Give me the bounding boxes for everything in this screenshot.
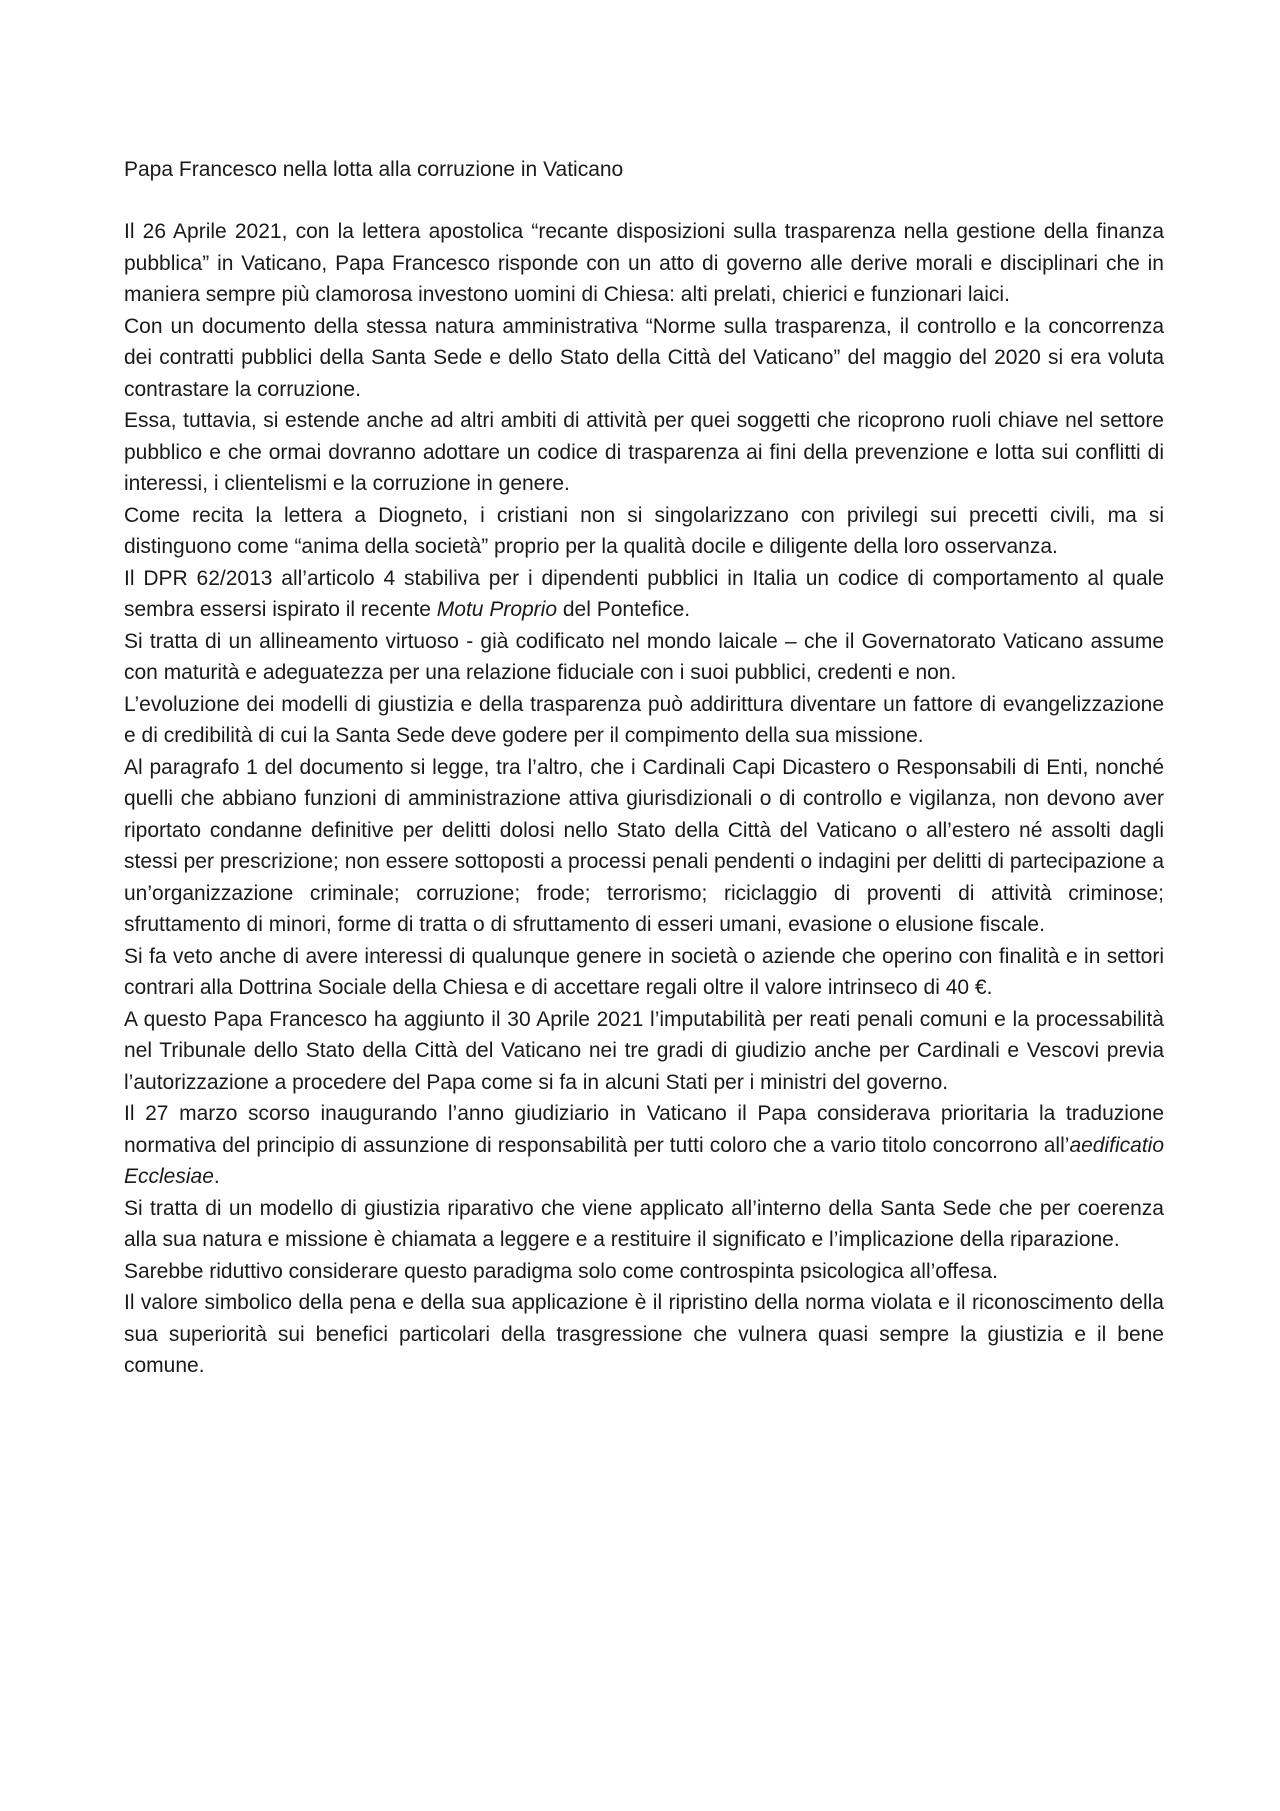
paragraph: Con un documento della stessa natura amministrativa “Norme sulla trasparenza, il controllo e la concorrenza dei contratti pubblici della Santa Sede e dello Stato della Città del Vaticano” del maggio del 2020 si era voluta contrastare la corruzione. bbox=[124, 314, 1164, 401]
paragraph bbox=[124, 1098, 1164, 1193]
italic-term: aedificatio Ecclesiae bbox=[124, 1133, 1164, 1188]
paragraph bbox=[124, 563, 1164, 626]
paragraph: Si tratta di un allineamento virtuoso - già codificato nel mondo laicale – che il Governatorato Vaticano assume con maturità e adeguatezza per una relazione fiduciale con i suoi pubblici, credenti e non. bbox=[124, 629, 1164, 684]
paragraph: L’evoluzione dei modelli di giustizia e della trasparenza può addirittura diventare un fattore di evangelizzazione e di credibilità di cui la Santa Sede deve godere per il compimento della sua missione. bbox=[124, 692, 1164, 747]
paragraph: Al paragrafo 1 del documento si legge, tra l’altro, che i Cardinali Capi Dicastero o Responsabili di Enti, nonché quelli che abbiano funzioni di amministrazione attiva giurisdizionali o di controllo e vigilanza, non devono aver riportato condanne definitive per delitti dolosi nello Stato della Città del Vaticano o all’estero né assolti dagli stessi per prescrizione; non essere sottoposti a processi penali pendenti o indagini per delitti di partecipazione a un’organizzazione criminale; corruzione; frode; terrorismo; riciclaggio di proventi di attività criminose; sfruttamento di minori, forme di tratta o di sfruttamento di esseri umani, evasione o elusione fiscale. bbox=[124, 755, 1164, 936]
paragraph-text: Il 27 marzo scorso inaugurando l’anno giudiziario in Vaticano il Papa considerava prioritaria la traduzione normativa del principio di assunzione di responsabilità per tutti coloro che a vario titolo concorrono all’ bbox=[124, 1102, 1164, 1157]
paragraph: Il valore simbolico della pena e della sua applicazione è il ripristino della norma violata e il riconoscimento della sua superiorità sui benefici particolari della trasgressione che vulnera quasi sempre la giustizia e il bene comune. bbox=[124, 1291, 1164, 1377]
paragraph: Essa, tuttavia, si estende anche ad altri ambiti di attività per quei soggetti che ricoprono ruoli chiave nel settore pubblico e che ormai dovranno adottare un codice di trasparenza ai fini della prevenzione e lotta sui conflitti di interessi, i clientelismi e la corruzione in genere. bbox=[124, 409, 1164, 495]
paragraph: Il 26 Aprile 2021, con la lettera apostolica “recante disposizioni sulla trasparenza nella gestione della finanza pubblica” in Vaticano, Papa Francesco risponde con un atto di governo alle derive morali e disciplinari che in maniera sempre più clamorosa investono uomini di Chiesa: alti prelati, chierici e funzionari laici. bbox=[124, 220, 1164, 306]
paragraph-text: del Pontefice. bbox=[557, 598, 691, 621]
paragraph: A questo Papa Francesco ha aggiunto il 30 Aprile 2021 l’imputabilità per reati penali comuni e la processabilità nel Tribunale dello Stato della Città del Vaticano nei tre gradi di giudizio anche per Cardinali e Vescovi previa l’autorizzazione a procedere del Papa come si fa in alcuni Stati per i ministri del governo. bbox=[124, 1007, 1164, 1094]
italic-term: Motu Proprio bbox=[436, 598, 558, 621]
paragraph: Sarebbe riduttivo considerare questo paradigma solo come controspinta psicologica all’offesa. bbox=[124, 1259, 998, 1283]
paragraph-text: . bbox=[213, 1165, 220, 1188]
paragraph-text: Il DPR 62/2013 all’articolo 4 stabiliva per i dipendenti pubblici in Italia un codice di comportamento al quale sembra essersi ispirato il recente bbox=[124, 566, 1164, 621]
paragraph: Come recita la lettera a Diogneto, i cristiani non si singolarizzano con privilegi sui precetti civili, ma si distinguono come “anima della società” proprio per la qualità docile e diligente della loro osservanza. bbox=[124, 503, 1164, 558]
document-title: Papa Francesco nella lotta alla corruzione in Vaticano bbox=[124, 158, 624, 181]
document-body bbox=[124, 216, 1164, 1382]
paragraph: Si tratta di un modello di giustizia riparativo che viene applicato all’interno della Santa Sede che per coerenza alla sua natura e missione è chiamata a leggere e a restituire il significato e l’implicazione della riparazione. bbox=[124, 1196, 1164, 1251]
paragraph: Si fa veto anche di avere interessi di qualunque genere in società o aziende che operino con finalità e in settori contrari alla Dottrina Sociale della Chiesa e di accettare regali oltre il valore intrinseco di 40 €. bbox=[124, 944, 1164, 999]
